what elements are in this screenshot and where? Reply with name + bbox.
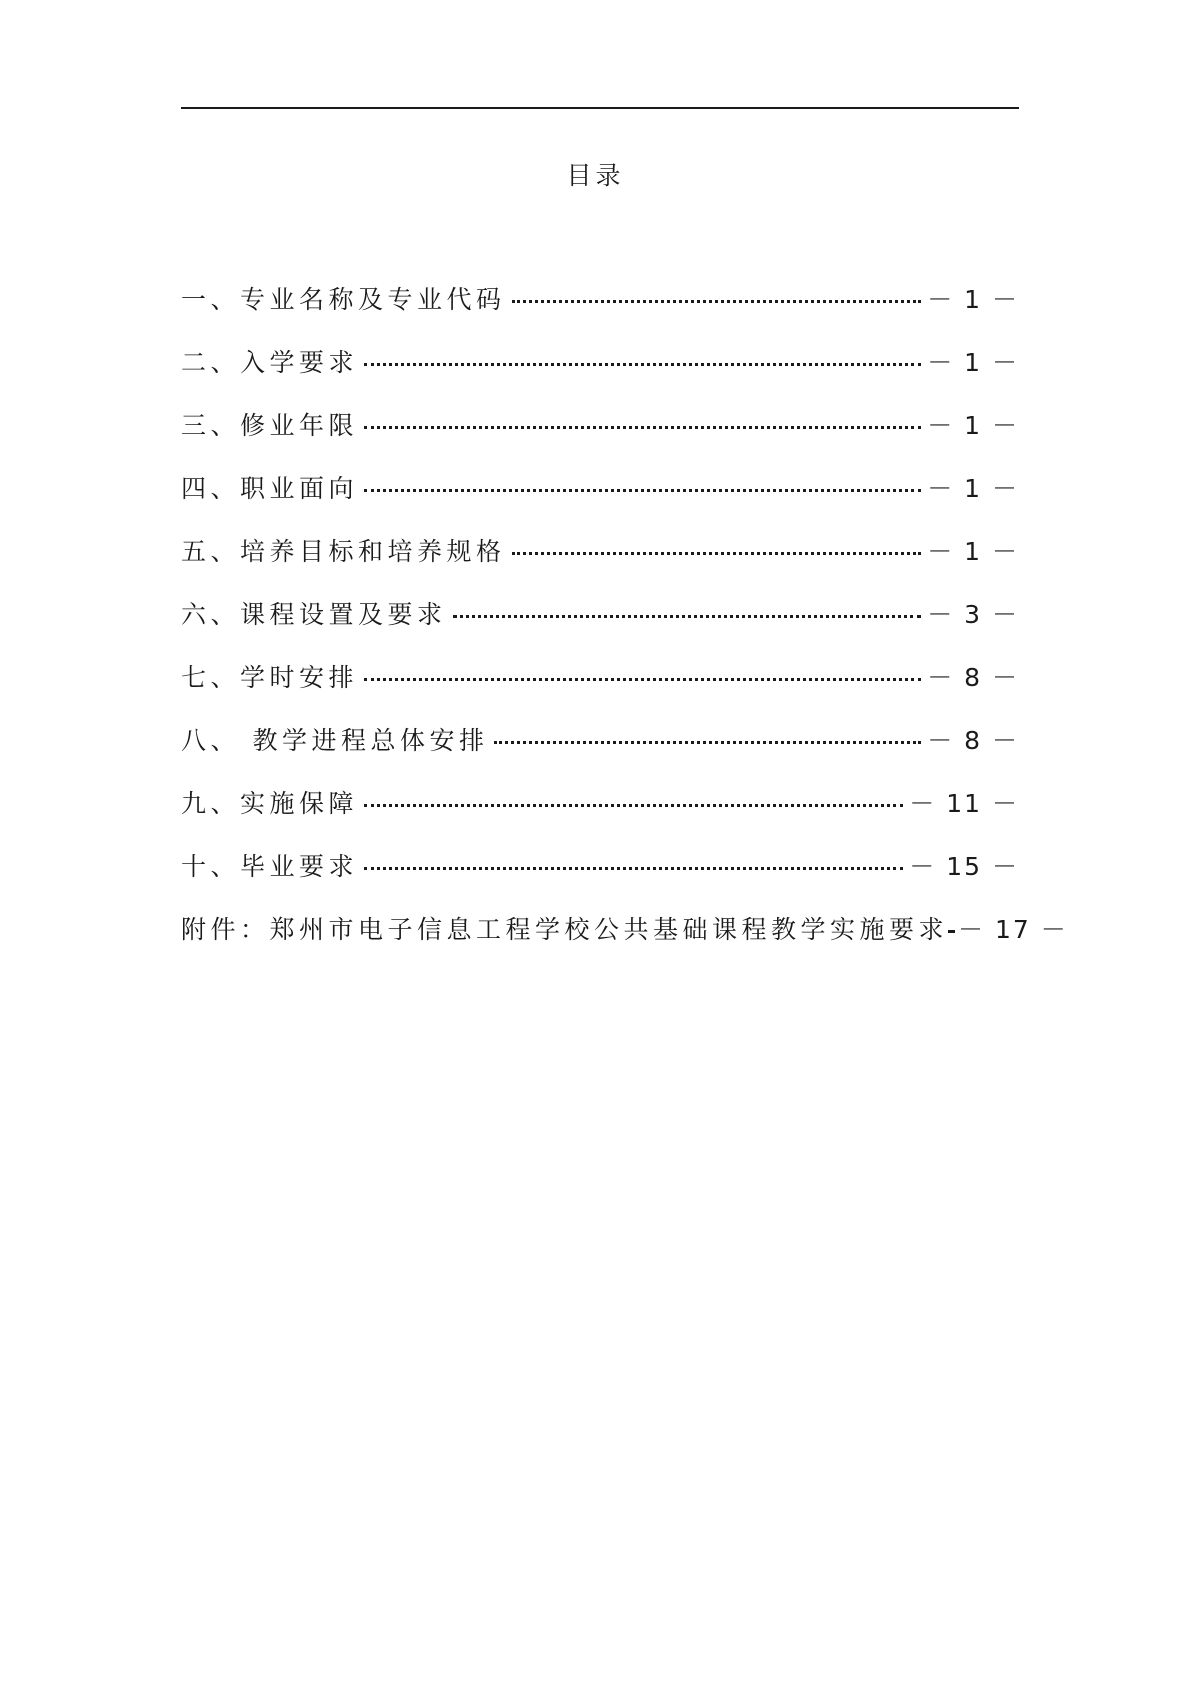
dot-leader <box>364 804 903 807</box>
toc-entry-page: － 1 － <box>927 348 1019 377</box>
toc-entry[interactable] <box>181 847 1019 910</box>
toc-entry-page: － 11 － <box>909 789 1019 818</box>
toc-entry[interactable] <box>181 595 1019 658</box>
toc-entry-label: 二、入学要求 <box>181 348 359 377</box>
toc-list <box>181 280 1068 973</box>
toc-entry-label: 附件：郑州市电子信息工程学校公共基础课程教学实施要求 <box>181 915 949 944</box>
toc-entry-label: 五、培养目标和培养规格 <box>181 537 506 566</box>
toc-entry[interactable] <box>181 406 1019 469</box>
toc-entry[interactable] <box>181 532 1019 595</box>
toc-entry[interactable] <box>181 658 1019 721</box>
dot-leader <box>364 363 921 366</box>
toc-entry-page: － 1 － <box>927 285 1019 314</box>
toc-entry-page: － 15 － <box>909 852 1019 881</box>
dot-leader <box>512 300 922 303</box>
dot-leader <box>453 615 922 618</box>
toc-entry-appendix[interactable] <box>181 910 1068 973</box>
toc-title: 目录 <box>566 161 625 190</box>
toc-entry[interactable] <box>181 469 1019 532</box>
toc-entry-label: 一、专业名称及专业代码 <box>181 285 506 314</box>
dot-leader <box>512 552 922 555</box>
toc-entry[interactable] <box>181 721 1019 784</box>
toc-entry[interactable] <box>181 280 1019 343</box>
toc-entry-label: 七、学时安排 <box>181 663 359 692</box>
toc-entry-page: － 1 － <box>927 537 1019 566</box>
toc-entry-label: 四、职业面向 <box>181 474 359 503</box>
dot-leader <box>948 930 954 933</box>
header-rule <box>181 107 1019 109</box>
toc-entry[interactable] <box>181 784 1019 847</box>
dot-leader <box>364 426 921 429</box>
dot-leader <box>364 867 903 870</box>
toc-entry[interactable] <box>181 343 1019 406</box>
toc-entry-label: 六、课程设置及要求 <box>181 600 447 629</box>
dot-leader <box>364 678 921 681</box>
toc-entry-page: － 8 － <box>927 726 1019 755</box>
toc-entry-page: － 1 － <box>927 474 1019 503</box>
toc-entry-label: 八、 教学进程总体安排 <box>181 726 489 755</box>
toc-entry-page: － 3 － <box>927 600 1019 629</box>
dot-leader <box>494 741 921 744</box>
dot-leader <box>364 489 921 492</box>
toc-entry-page: － 17 － <box>958 915 1068 944</box>
toc-entry-label: 三、修业年限 <box>181 411 359 440</box>
toc-entry-label: 九、实施保障 <box>181 789 359 818</box>
toc-entry-label: 十、毕业要求 <box>181 852 359 881</box>
toc-entry-page: － 8 － <box>927 663 1019 692</box>
toc-entry-page: － 1 － <box>927 411 1019 440</box>
